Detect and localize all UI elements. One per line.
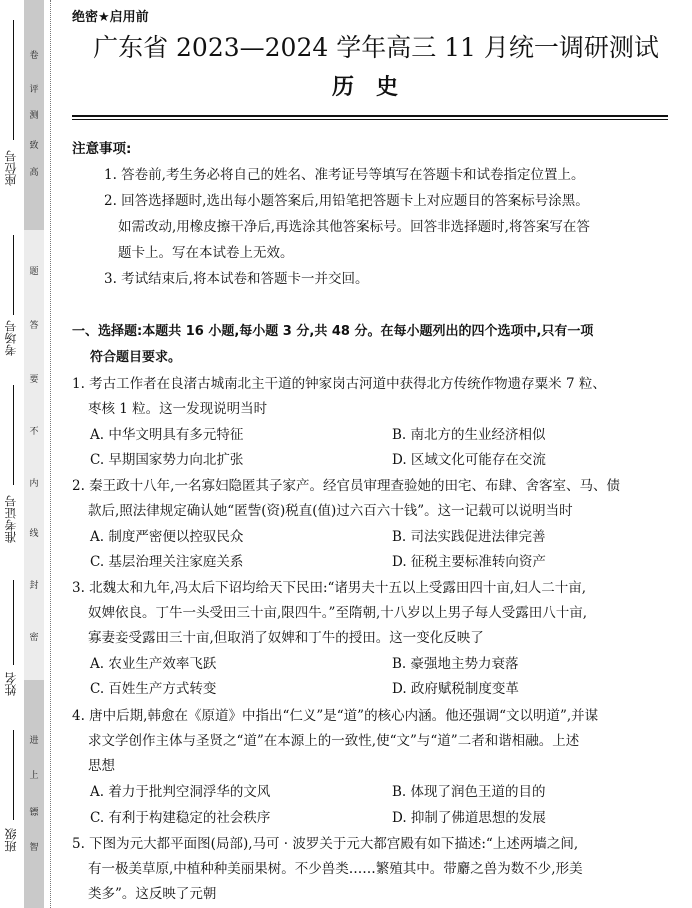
class-underline xyxy=(13,730,14,820)
question-4-option-d: D. 抑制了佛道思想的发展 xyxy=(392,810,546,826)
seal-char: 卷 xyxy=(29,51,39,61)
exam-room-label: 考场号 xyxy=(4,320,18,356)
seal-char: 致 xyxy=(29,141,39,151)
notice-item: 1. 答卷前,考生务必将自己的姓名、准考证号等填写在答题卡和试卷指定位置上。 xyxy=(104,167,585,183)
cut-line xyxy=(50,0,51,908)
question-2-option-d: D. 征税主要标准转向资产 xyxy=(392,554,546,570)
question-2-text: 款后,照法律规定确认她“匿訾(资)税直(值)过六百六十钱”。这一记载可以说明当时 xyxy=(88,503,573,519)
binding-strip-light xyxy=(24,230,44,680)
question-5-text: 类多”。这反映了元朝 xyxy=(88,886,217,902)
seal-char: 封 xyxy=(29,581,39,591)
admission-underline xyxy=(13,385,14,485)
name-underline xyxy=(13,580,14,665)
question-5-text: 有一极美草原,中植种种美丽果树。不少兽类……繁殖其中。带麝之兽为数不少,形美 xyxy=(88,861,583,877)
question-5-text: 5. 下图为元大都平面图(局部),马可 · 波罗关于元大都宫殿有如下描述:“上述两墙之间, xyxy=(72,836,579,852)
name-label: 姓名 xyxy=(4,672,18,696)
seal-char: 答 xyxy=(29,321,39,331)
question-3-text: 3. 北魏太和九年,冯太后下诏均给天下民田:“诸男夫十五以上受露田四十亩,妇人二十亩, xyxy=(72,580,586,596)
question-4-text: 求文学创作主体与圣贤之“道”在本源上的一致性,使“文”与“道”二者和谐相融。上述 xyxy=(88,733,580,749)
question-2-option-c: C. 基层治理关注家庭关系 xyxy=(90,554,244,570)
question-1-option-c: C. 早期国家势力向北扩张 xyxy=(90,452,244,468)
question-2-option-b: B. 司法实践促进法律完善 xyxy=(392,529,546,545)
question-1-option-a: A. 中华文明具有多元特征 xyxy=(90,427,244,443)
question-3-option-a: A. 农业生产效率飞跃 xyxy=(90,656,217,672)
header-rule-thin xyxy=(72,119,668,120)
class-label: 班级 xyxy=(4,828,18,852)
seal-char: 智 xyxy=(29,843,39,853)
seal-char: 镖 xyxy=(29,808,39,818)
seal-char: 进 xyxy=(29,736,39,746)
exam-title: 广东省 2023—2024 学年高三 11 月统一调研测试 xyxy=(93,33,659,62)
question-1-option-d: D. 区域文化可能存在交流 xyxy=(392,452,546,468)
question-4-text: 4. 唐中后期,韩愈在《原道》中指出“仁义”是“道”的核心内涵。他还强调“文以明道”,并谋 xyxy=(72,708,599,724)
question-4-option-b: B. 体现了润色王道的目的 xyxy=(392,784,546,800)
seal-char: 测 xyxy=(29,111,39,121)
question-1-text: 枣核 1 粒。这一发现说明当时 xyxy=(88,401,268,417)
confidential-mark: 绝密★启用前 xyxy=(72,10,149,25)
seal-char: 上 xyxy=(29,771,39,781)
question-2-text: 2. 秦王政十八年,一名寡妇隐匿其子家产。经官员审理查验她的田宅、布肆、舍客室、马、债 xyxy=(72,478,620,494)
seat-number-label: 座位号 xyxy=(4,150,18,186)
notice-item: 如需改动,用橡皮擦干净后,再选涂其他答案标号。回答非选择题时,将答案写在答 xyxy=(118,219,590,235)
header-rule xyxy=(72,115,668,117)
question-1-option-b: B. 南北方的生业经济相似 xyxy=(392,427,546,443)
notice-item: 2. 回答选择题时,选出每小题答案后,用铅笔把答题卡上对应题目的答案标号涂黑。 xyxy=(104,193,589,209)
question-1-text: 1. 考古工作者在良渚古城南北主干道的钟家岗古河道中获得北方传统作物遗存粟米 7 粒、 xyxy=(72,376,606,392)
notice-item: 3. 考试结束后,将本试卷和答题卡一并交回。 xyxy=(104,271,369,287)
exam-room-underline xyxy=(13,235,14,315)
seat-underline xyxy=(13,20,14,140)
question-3-option-d: D. 政府赋税制度变革 xyxy=(392,681,519,697)
question-3-text: 奴婢依良。丁牛一头受田三十亩,限四牛。”至隋朝,十八岁以上男子每人受露田八十亩, xyxy=(88,605,588,621)
section-heading: 一、选择题:本题共 16 小题,每小题 3 分,共 48 分。在每小题列出的四个选项中,只有一项 xyxy=(72,324,594,339)
subject-title: 历史 xyxy=(331,75,420,100)
question-4-option-a: A. 着力于批判空洞浮华的文风 xyxy=(90,784,271,800)
seal-char: 不 xyxy=(29,427,39,437)
seal-char: 线 xyxy=(29,529,39,539)
notice-heading: 注意事项: xyxy=(72,141,132,157)
question-3-option-b: B. 豪强地主势力衰落 xyxy=(392,656,519,672)
binding-sidebar xyxy=(0,0,60,908)
seal-char: 密 xyxy=(29,633,39,643)
seal-char: 高 xyxy=(29,168,39,178)
notice-item: 题卡上。写在本试卷上无效。 xyxy=(118,245,294,261)
seal-char: 内 xyxy=(29,479,39,489)
question-4-option-c: C. 有利于构建稳定的社会秩序 xyxy=(90,810,271,826)
question-3-text: 寡妻妾受露田三十亩,但取消了奴婢和丁牛的授田。这一变化反映了 xyxy=(88,630,484,646)
question-3-option-c: C. 百姓生产方式转变 xyxy=(90,681,217,697)
question-2-option-a: A. 制度严密便以控驭民众 xyxy=(90,529,244,545)
question-4-text: 思想 xyxy=(88,758,115,774)
seal-char: 评 xyxy=(29,85,39,95)
admission-number-label: 准考证号 xyxy=(4,495,18,543)
seal-char: 要 xyxy=(29,375,39,385)
section-heading-cont: 符合题目要求。 xyxy=(90,350,182,365)
seal-char: 题 xyxy=(29,267,39,277)
